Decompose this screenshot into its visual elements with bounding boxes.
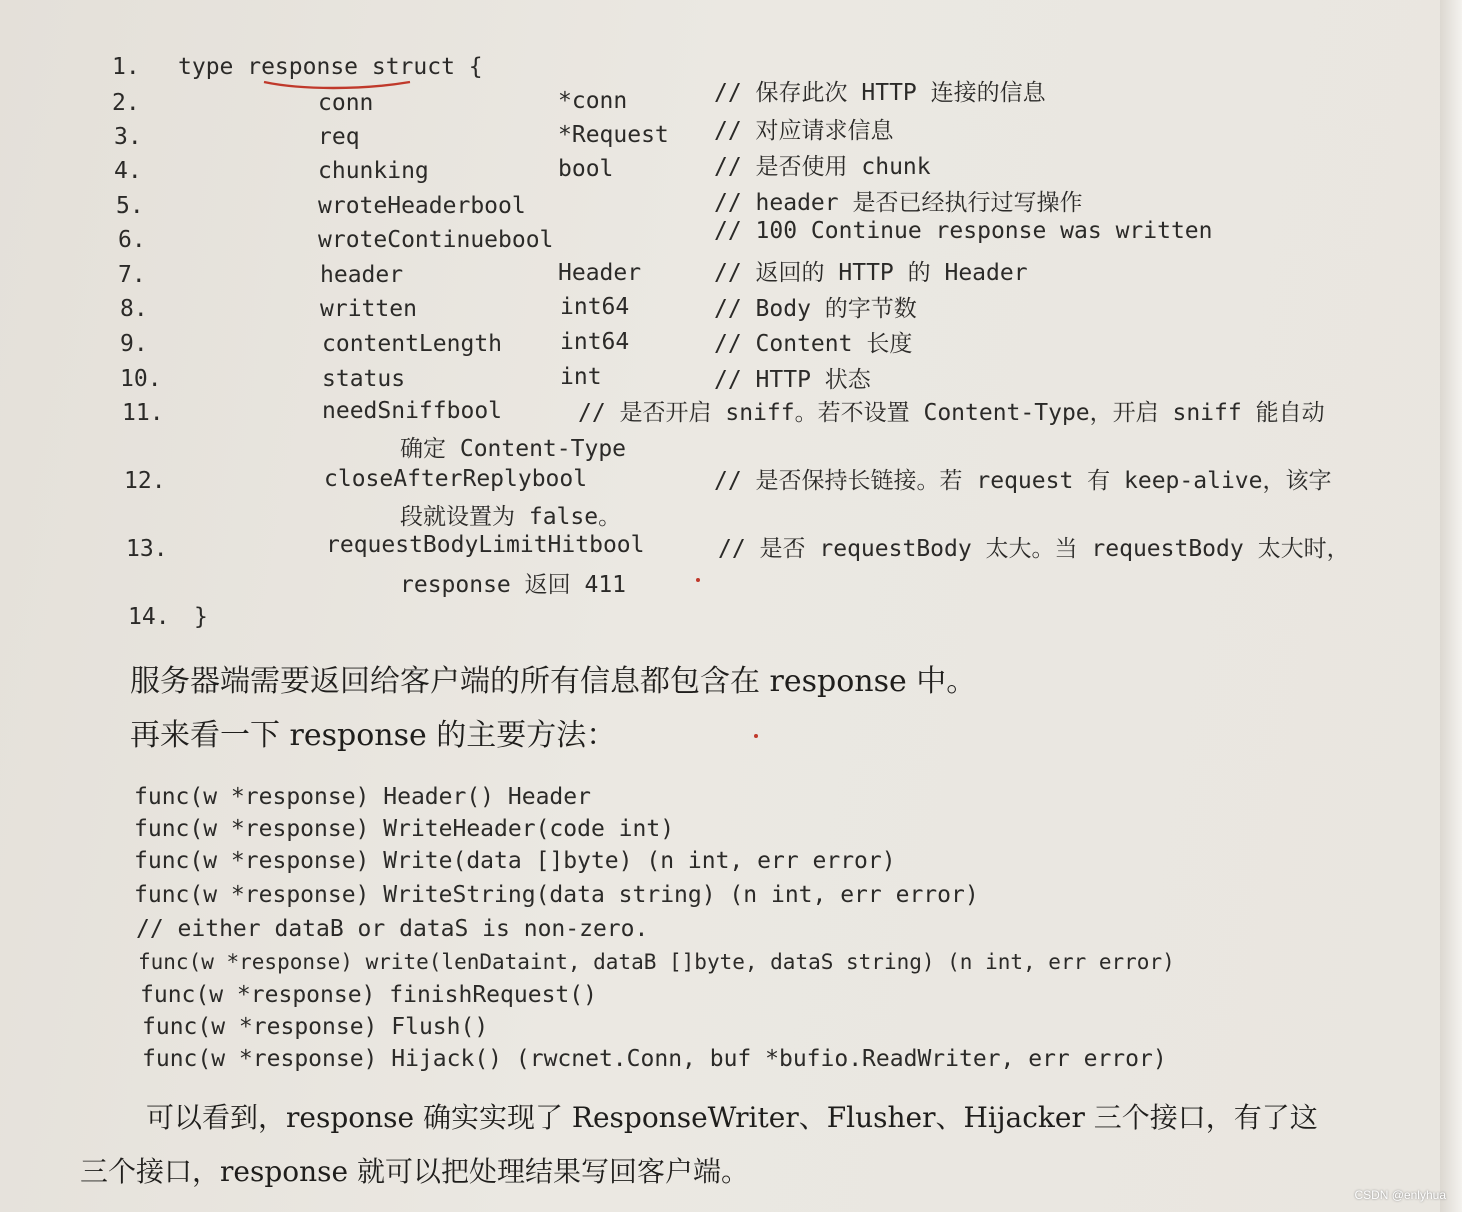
line-number: 10. xyxy=(120,366,162,392)
struct-closing-brace: } xyxy=(194,604,208,630)
field-comment: // Content 长度 xyxy=(714,331,913,357)
line-number: 3. xyxy=(114,124,142,150)
field-comment: // 返回的 HTTP 的 Header xyxy=(714,260,1028,286)
method-comment: // either dataB or dataS is non-zero. xyxy=(136,916,649,942)
field-name: conn xyxy=(318,90,374,116)
field-comment: // 是否使用 chunk xyxy=(714,154,931,180)
method-line: func(w *response) WriteHeader(code int) xyxy=(134,816,675,842)
line-number: 14. xyxy=(128,604,170,630)
field-name: header xyxy=(320,262,404,288)
field-type: *Request xyxy=(558,122,669,148)
method-line: func(w *response) Write(data []byte) (n int, err error) xyxy=(134,848,896,874)
field-comment: // Body 的字节数 xyxy=(714,296,917,322)
method-line: func(w *response) write(lenDataint, dataB []byte, dataS string) (n int, err error) xyxy=(138,950,1175,974)
field-comment: // 对应请求信息 xyxy=(714,118,894,144)
red-pen-dot xyxy=(696,578,700,582)
field-comment-continued: 段就设置为 false。 xyxy=(400,504,622,530)
line-number: 11. xyxy=(122,400,164,426)
field-comment: // 是否 requestBody 太大。当 requestBody 太大时， xyxy=(718,536,1350,562)
field-comment: // 100 Continue response was written xyxy=(714,218,1213,244)
line-number: 13. xyxy=(126,536,168,562)
field-type: int64 xyxy=(560,294,630,320)
field-name: chunking xyxy=(318,158,429,184)
line-number: 1. xyxy=(112,54,140,80)
line-number: 2. xyxy=(112,90,140,116)
method-line: func(w *response) Header() Header xyxy=(134,784,591,810)
red-pen-underline xyxy=(262,78,412,90)
line-number: 4. xyxy=(114,158,142,184)
field-name: wroteHeaderbool xyxy=(318,193,526,219)
field-name: status xyxy=(322,366,406,392)
struct-declaration: type response struct { xyxy=(178,54,483,80)
watermark: CSDN @enlyhua xyxy=(1354,1188,1446,1202)
field-comment: // header 是否已经执行过写操作 xyxy=(714,190,1083,216)
field-type: Header xyxy=(558,260,642,286)
line-number: 6. xyxy=(118,227,146,253)
field-comment: // HTTP 状态 xyxy=(714,367,871,393)
field-type: int64 xyxy=(560,329,630,355)
line-number: 9. xyxy=(120,331,148,357)
line-number: 8. xyxy=(120,296,148,322)
paragraph: 可以看到，response 确实实现了 ResponseWriter、Flusher、Hijacker 三个接口，有了这 xyxy=(146,1101,1318,1134)
field-comment: // 是否保持长链接。若 request 有 keep-alive，该字 xyxy=(714,468,1332,494)
method-line: func(w *response) Flush() xyxy=(142,1014,489,1040)
method-line: func(w *response) Hijack() (rwcnet.Conn, buf *bufio.ReadWriter, err error) xyxy=(142,1046,1167,1072)
line-number: 12. xyxy=(124,468,166,494)
method-line: func(w *response) WriteString(data string) (n int, err error) xyxy=(134,882,979,908)
paragraph: 三个接口，response 就可以把处理结果写回客户端。 xyxy=(80,1155,749,1188)
field-type: int xyxy=(560,364,602,390)
field-type: *conn xyxy=(558,88,628,114)
paragraph: 服务器端需要返回给客户端的所有信息都包含在 response 中。 xyxy=(130,664,977,699)
line-number: 7. xyxy=(118,262,146,288)
field-type: bool xyxy=(558,156,614,182)
field-name: requestBodyLimitHitbool xyxy=(326,532,645,558)
field-name: written xyxy=(320,296,417,322)
field-name: needSniffbool xyxy=(322,398,503,424)
field-name: contentLength xyxy=(322,331,503,357)
method-line: func(w *response) finishRequest() xyxy=(140,982,597,1008)
field-name: closeAfterReplybool xyxy=(324,466,588,492)
field-comment: // 是否开启 sniff。若不设置 Content-Type，开启 sniff 能自动 xyxy=(578,400,1325,426)
field-name: wroteContinuebool xyxy=(318,227,554,253)
line-number: 5. xyxy=(116,193,144,219)
field-comment-continued: 确定 Content-Type xyxy=(400,436,627,462)
field-comment-continued: response 返回 411 xyxy=(400,572,627,598)
field-name: req xyxy=(318,124,360,150)
paragraph: 再来看一下 response 的主要方法： xyxy=(130,718,617,753)
field-comment: // 保存此次 HTTP 连接的信息 xyxy=(714,80,1046,106)
page-edge xyxy=(1440,0,1462,1212)
red-pen-dot xyxy=(754,734,758,738)
